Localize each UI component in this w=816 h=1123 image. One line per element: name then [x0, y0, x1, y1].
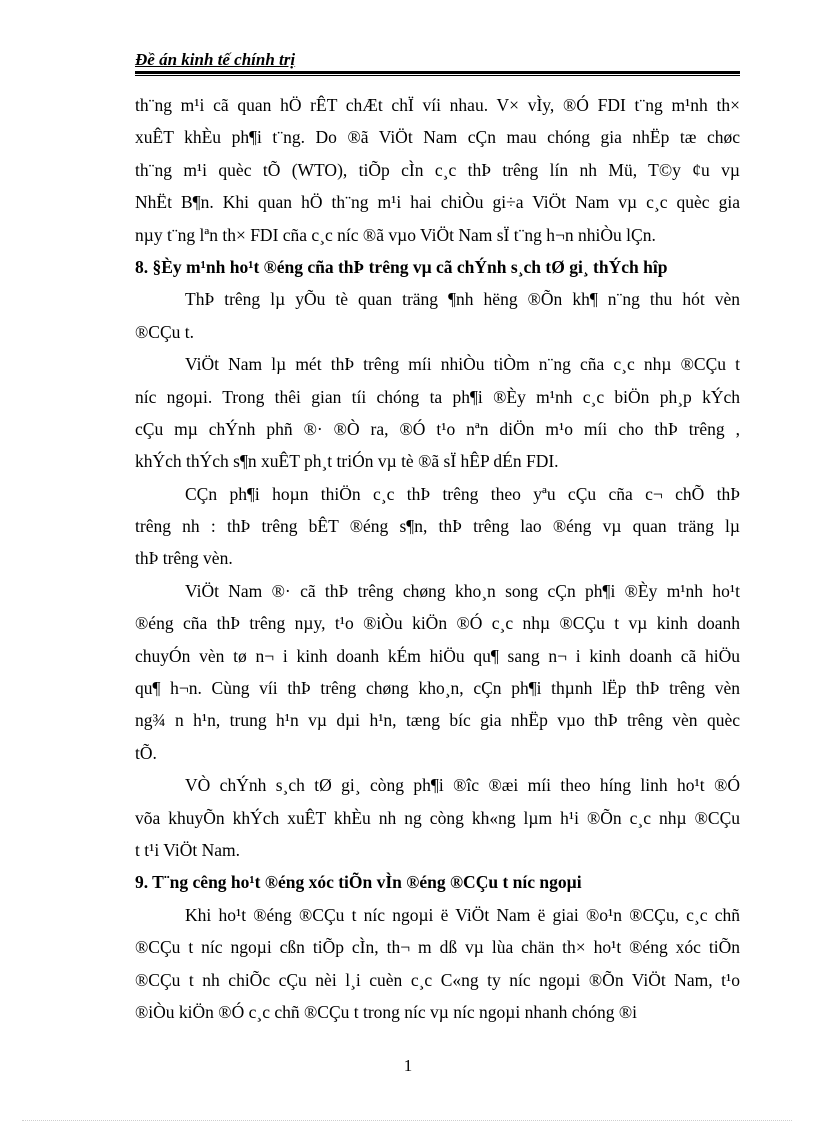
paragraph-line: qu¶ h¬n. Cùng víi thÞ trêng chøng kho¸n, cÇn ph¶i thµnh lËp thÞ trêng vèn [135, 678, 740, 699]
paragraph-line: ®CÇu t nh chiÕc cÇu nèi l¸i cuèn c¸c C«ng ty níc ngoµi ®Õn ViÖt Nam, t¹o [135, 969, 740, 990]
footer-divider [22, 1120, 792, 1121]
paragraph-line: t t¹i ViÖt Nam. [135, 839, 240, 860]
paragraph-line: ®CÇu t níc ngoµi cßn tiÕp cÌn, th¬ m dß vµ lùa chän th× ho¹t ®éng xóc tiÕn [135, 937, 740, 958]
paragraph-line: Khi ho¹t ®éng ®CÇu t níc ngoµi ë ViÖt Nam ë giai ®o¹n ®CÇu, c¸c chñ [185, 904, 740, 925]
paragraph-line: tÕ. [135, 742, 157, 763]
document-title: Đề án kinh tế chính trị [135, 50, 296, 69]
paragraph-line: ng¾ n h¹n, trung h¹n vµ dµi h¹n, tæng bíc gia nhËp vµo thÞ trêng vèn quèc [135, 710, 740, 731]
paragraph-line: th¨ng m¹i quèc tÕ (WTO), tiÕp cÌn c¸c thÞ trêng lín nh Mü, T©y ¢u vµ [135, 159, 740, 180]
paragraph-line: VÒ chÝnh s¸ch tØ gi¸ còng ph¶i ®îc ®æi míi theo híng linh ho¹t ®Ó [185, 775, 740, 796]
page-number: 1 [403, 1056, 413, 1075]
paragraph-line: thÞ trêng vèn. [135, 548, 233, 569]
paragraph-line: chuyÓn vèn tø n¬ i kinh doanh kÉm hiÖu qu¶ sang n¬ i kinh doanh cã hiÖu [135, 645, 740, 666]
paragraph-line: trêng nh : thÞ trêng bÊT ®éng s¶n, thÞ trêng lao ®éng vµ quan träng lµ [135, 516, 740, 537]
header-rule [135, 71, 740, 76]
paragraph-line: ®iÒu kiÖn ®Ó c¸c chñ ®CÇu t trong níc vµ níc ngoµi nhanh chóng ®i [135, 1001, 638, 1022]
paragraph-line: cÇu mµ chÝnh phñ ®· ®Ò ra, ®Ó t¹o nªn diÖn m¹o míi cho thÞ trêng , [135, 418, 740, 439]
paragraph-line: CÇn ph¶i hoµn thiÖn c¸c thÞ trêng theo yªu cÇu cña c¬ chÕ thÞ [185, 483, 740, 504]
paragraph-line: ViÖt Nam ®· cã thÞ trêng chøng kho¸n song cÇn ph¶i ®Èy m¹nh ho¹t [185, 580, 740, 601]
section-heading: 9. T¨ng cêng ho¹t ®éng xóc tiÕn vÌn ®éng ®CÇu t níc ngoµi [135, 872, 582, 893]
paragraph-line: ViÖt Nam lµ mét thÞ trêng míi nhiÒu tiÒm n¨ng cña c¸c nhµ ®CÇu t [185, 354, 740, 375]
paragraph-line: ThÞ trêng lµ yÕu tè quan träng ¶nh hëng ®Õn kh¶ n¨ng thu hót vèn [185, 289, 740, 310]
document-body [135, 89, 740, 1028]
paragraph-line: võa khuyÕn khÝch xuÊT khÈu nh ng còng kh«ng lµm h¹i ®Õn c¸c nhµ ®CÇu [135, 807, 740, 828]
paragraph-line: NhËt B¶n. Khi quan hÖ th¨ng m¹i hai chiÒu gi÷a ViÖt Nam vµ c¸c quèc gia [135, 192, 740, 213]
section-heading: 8. §Èy m¹nh ho¹t ®éng cña thÞ trêng vµ cã chÝnh s¸ch tØ gi¸ thÝch hîp [135, 256, 668, 277]
page-header [135, 50, 740, 70]
paragraph-line: th¨ng m¹i cã quan hÖ rÊT chÆt chÏ víi nhau. V× vÌy, ®Ó FDI t¨ng m¹nh th× [135, 95, 740, 115]
paragraph-line: ®CÇu t. [135, 321, 195, 342]
paragraph-line: ®éng cña thÞ trêng nµy, t¹o ®iÒu kiÖn ®Ó c¸c nhµ ®CÇu t vµ kinh doanh [135, 613, 740, 634]
paragraph-line: khÝch thÝch s¶n xuÊT ph¸t triÓn vµ tè ®ã sÏ hÊP dÉn FDI. [135, 451, 559, 472]
paragraph-line: nµy t¨ng lªn th× FDI cña c¸c níc ®ã vµo ViÖt Nam sÏ t¨ng h¬n nhiÒu lÇn. [135, 224, 656, 245]
paragraph-line: xuÊT khÈu ph¶i t¨ng. Do ®ã ViÖt Nam cÇn mau chóng gia nhËp tæ chøc [135, 127, 740, 148]
paragraph-line: níc ngoµi. Trong thêi gian tíi chóng ta ph¶i ®Èy m¹nh c¸c biÖn ph¸p kÝch [135, 386, 740, 407]
